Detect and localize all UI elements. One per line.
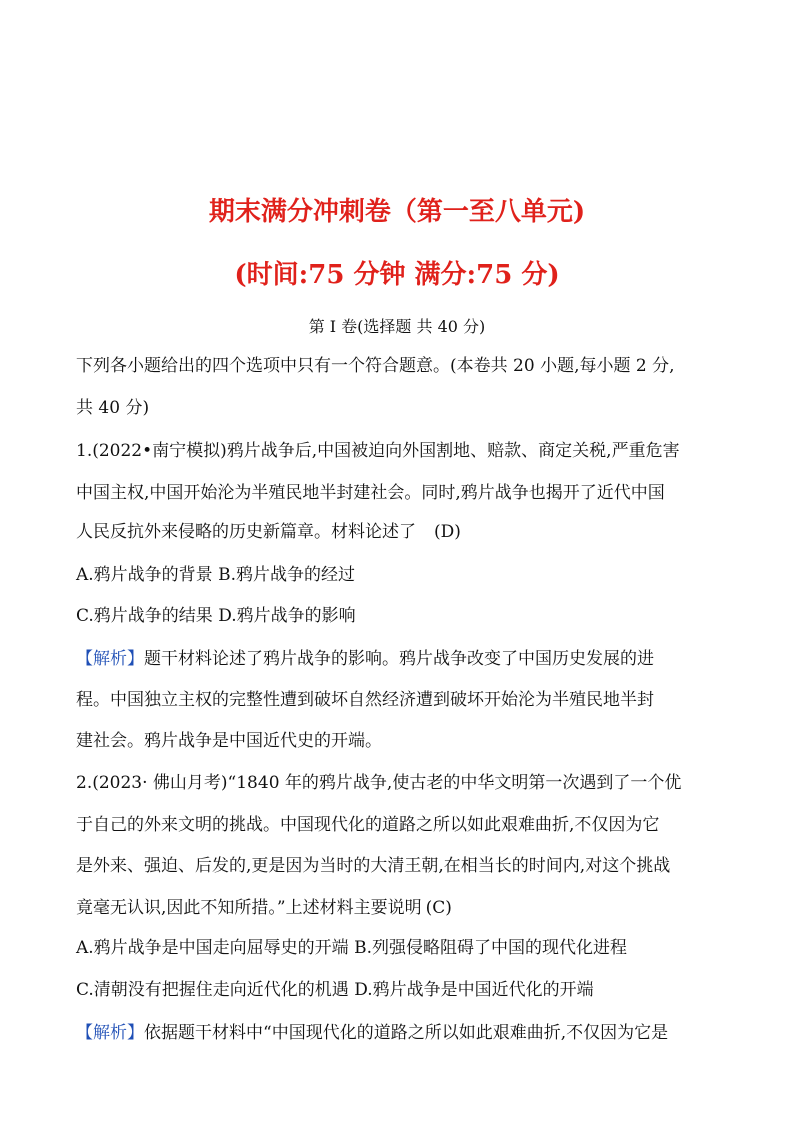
- question-2-stem-line-last: [76, 900, 726, 917]
- question-1-answer: (D): [434, 522, 461, 542]
- section-heading: 第 Ⅰ 卷(选择题 共 40 分): [308, 317, 486, 336]
- question-1-stem-line: 中国主权,中国开始沦为半殖民地半封建社会。同时,鸦片战争也揭开了近代中国: [76, 483, 665, 503]
- question-2-stem-text: 竟毫无认识,因此不知所措。”上述材料主要说明: [76, 898, 422, 918]
- question-1-options-row: C.鸦片战争的结果 D.鸦片战争的影响: [76, 606, 356, 626]
- question-2-stem-line: 于自己的外来文明的挑战。中国现代化的道路之所以如此艰难曲折,不仅因为它: [76, 815, 660, 835]
- question-2-analysis-line: [76, 1025, 726, 1042]
- instructions-line: 下列各小题给出的四个选项中只有一个符合题意。(本卷共 20 小题,每小题 2 分,: [76, 356, 675, 376]
- question-2-stem-line: 是外来、强迫、后发的,更是因为当时的大清王朝,在相当长的时间内,对这个挑战: [76, 856, 671, 876]
- question-2-stem-line: 2.(2023· 佛山月考)“1840 年的鸦片战争,使古老的中华文明第一次遇到了一个优: [76, 773, 682, 793]
- question-1-analysis-line: 程。中国独立主权的完整性遭到破坏自然经济遭到破坏开始沦为半殖民地半封: [76, 690, 654, 710]
- analysis-text: 题干材料论述了鸦片战争的影响。鸦片战争改变了中国历史发展的进: [144, 649, 654, 669]
- exam-time-info: (时间:75 分钟 满分:75 分): [234, 260, 560, 290]
- instructions-line: 共 40 分): [76, 398, 150, 418]
- question-1-stem-line: 1.(2022•南宁模拟)鸦片战争后,中国被迫向外国割地、赔款、商定关税,严重危害: [76, 441, 680, 461]
- question-1-analysis-line: 建社会。鸦片战争是中国近代史的开端。: [76, 731, 382, 751]
- analysis-label: 【解析】: [76, 649, 144, 669]
- question-2-options-row: C.清朝没有把握住走向近代化的机遇 D.鸦片战争是中国近代化的开端: [76, 980, 594, 1000]
- analysis-text: 依据题干材料中“中国现代化的道路之所以如此艰难曲折,不仅因为它是: [144, 1023, 669, 1043]
- question-2-answer: (C): [425, 898, 452, 918]
- question-1-stem-text: 人民反抗外来侵略的历史新篇章。材料论述了: [76, 522, 416, 542]
- analysis-label: 【解析】: [76, 1023, 144, 1043]
- exam-title: 期末满分冲刺卷（第一至八单元): [208, 197, 586, 227]
- question-1-options-row: A.鸦片战争的背景 B.鸦片战争的经过: [76, 565, 355, 585]
- question-1-analysis-line: [76, 651, 726, 668]
- question-1-stem-line-last: [76, 524, 726, 541]
- question-2-options-row: A.鸦片战争是中国走向屈辱史的开端 B.列强侵略阻碍了中国的现代化进程: [76, 938, 627, 958]
